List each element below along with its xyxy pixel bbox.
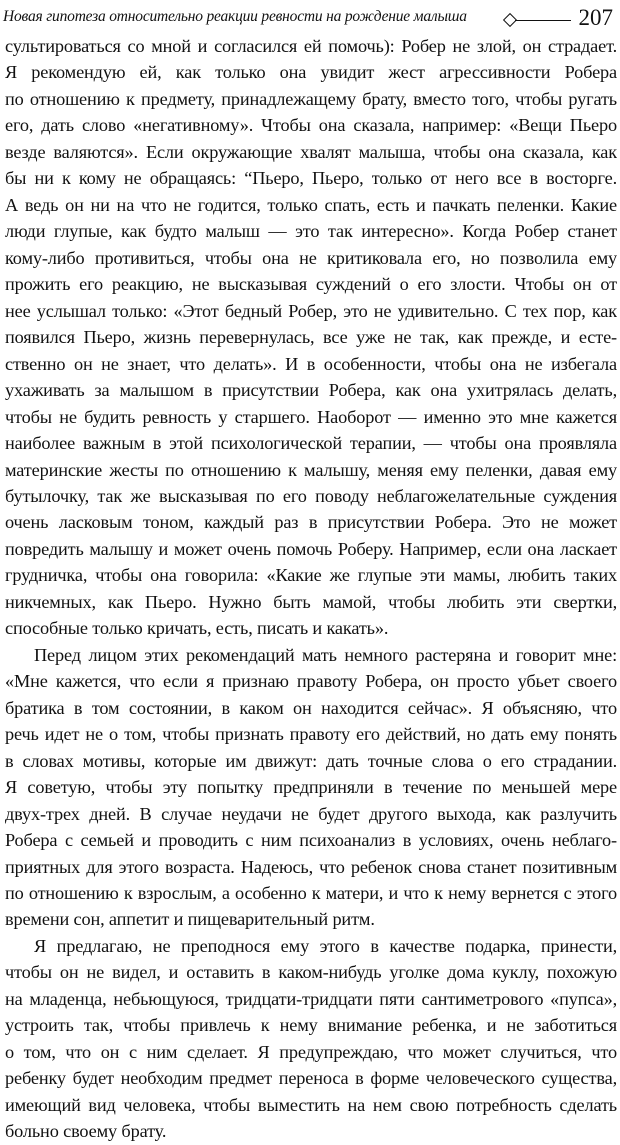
paragraph — [5, 33, 617, 642]
text-line: «Мне кажется, что если я признаю правоту Робера, он просто убьет своего — [5, 671, 617, 692]
text-line: никчемных, как Пьеро. Нужно быть мамой, чтобы любить эти свертки, — [5, 591, 617, 612]
text-line: везде валяются». Если окружающие хвалят малыша, чтобы она сказала, как — [5, 141, 617, 162]
text-line: материнские жесты по отношению к малышу, меняя ему пеленки, давая ему — [5, 459, 617, 480]
header-rule — [515, 20, 571, 21]
text-line: больно своему брату. — [5, 1121, 167, 1142]
text-line: устроить так, чтобы привлечь к нему внимание ребенка, и не заботиться — [5, 1015, 617, 1036]
text-line: нее услышал только: «Этот бедный Робер, это не удивительно. С тех пор, как — [5, 300, 617, 321]
running-title: Новая гипотеза относительно реакции ревности на рождение малыша — [3, 8, 467, 25]
text-line: в словах мотивы, которые им движут: дать точные слова о его страдании. — [5, 750, 617, 771]
paragraph — [5, 933, 617, 1145]
text-line: на младенца, небьющуюся, тридцати-тридцати пяти сантиметрового «пупса», — [5, 988, 617, 1009]
body-text — [5, 33, 617, 1145]
text-line: наиболее важным в этой психологической терапии, — чтобы она проявляла — [5, 433, 617, 454]
text-line: имеющий вид человека, чтобы выместить на нем свою потребность сделать — [5, 1094, 617, 1115]
text-line: двух-трех дней. В случае неудачи не будет другого выхода, как разлучить — [5, 803, 617, 824]
text-line: бутылочку, так же высказывая по его поводу неблагожелательные суждения — [5, 485, 617, 506]
text-line: повредить малышу и может очень помочь Роберу. Например, если она ласкает — [5, 538, 617, 559]
text-line: ственно он не знает, что делать». И в особенности, чтобы она не избегала — [5, 353, 617, 374]
text-line: Робера с семьей и проводить с ним психоанализ в условиях, очень неблаго- — [5, 830, 617, 851]
page-header — [3, 4, 615, 32]
text-line: Перед лицом этих рекомендаций мать немного растеряна и говорит мне: — [34, 644, 617, 665]
text-line: бы ни к кому не обращаясь: “Пьеро, Пьеро, только от него все в восторге. — [5, 168, 617, 189]
text-line: чтобы он не видел, и оставить в каком-нибудь уголке дома куклу, похожую — [5, 962, 617, 983]
text-line: сультироваться со мной и согласился ей помочь): Робер не злой, он страдает. — [5, 36, 617, 56]
text-line: приятных для этого возраста. Надеюсь, что ребенок снова станет позитивным — [5, 856, 617, 877]
text-line: А ведь он ни на что не годится, только спать, есть и пачкать пеленки. Какие — [5, 194, 617, 215]
text-line: речь идет не о том, чтобы признать правоту его действий, но дать ему понять — [5, 724, 617, 745]
text-line: Я советую, чтобы эту попытку предприняли в течение по меньшей мере — [5, 777, 617, 798]
text-line: грудничка, чтобы она говорила: «Какие же глупые эти мамы, любить таких — [5, 565, 617, 586]
text-line: кому-либо противиться, чтобы она не критиковала его, но позволила ему — [5, 247, 617, 268]
text-line: Я рекомендую ей, как только она увидит жест агрессивности Робера — [5, 62, 617, 83]
text-line: люди глупые, как будто малыш — это так интересно». Когда Робер станет — [5, 221, 617, 242]
text-line: Я предлагаю, не преподнося ему этого в качестве подарка, принести, — [34, 935, 617, 956]
page-number: 207 — [578, 5, 613, 30]
text-line: прожить его реакцию, не высказывая суждений о его злости. Чтобы он от — [5, 274, 617, 295]
text-line: ребенку будет необходим предмет переноса в форме человеческого существа, — [5, 1068, 617, 1089]
text-line: ухаживать за малышом в присутствии Робера, как она ухитрялась делать, — [5, 380, 617, 401]
text-line: появился Пьеро, жизнь перевернулась, все уже не так, как прежде, и есте- — [5, 327, 617, 348]
text-line: о том, что он с ним сделает. Я предупреждаю, что может случиться, что — [5, 1041, 617, 1062]
text-line: его, дать слово «негативному». Чтобы она сказала, например: «Вещи Пьеро — [5, 115, 617, 136]
text-line: по отношению к предмету, принадлежащему брату, вместо того, чтобы ругать — [5, 88, 617, 109]
text-line: братика в том состоянии, в каком он находится сейчас». Я объясняю, что — [5, 697, 617, 718]
text-line: по отношению к взрослым, а особенно к матери, и что к нему вернется с этого — [5, 883, 617, 903]
text-line: способные только кричать, есть, писать и какать». — [5, 618, 389, 639]
text-line: чтобы не будить ревность у старшего. Наоборот — именно это мне кажется — [5, 406, 617, 427]
text-line: очень ласковым тоном, каждый раз в присутствии Робера. Это не может — [5, 512, 617, 533]
text-line: времени сон, аппетит и пищеварительный ритм. — [5, 909, 375, 930]
paragraph — [5, 642, 617, 933]
